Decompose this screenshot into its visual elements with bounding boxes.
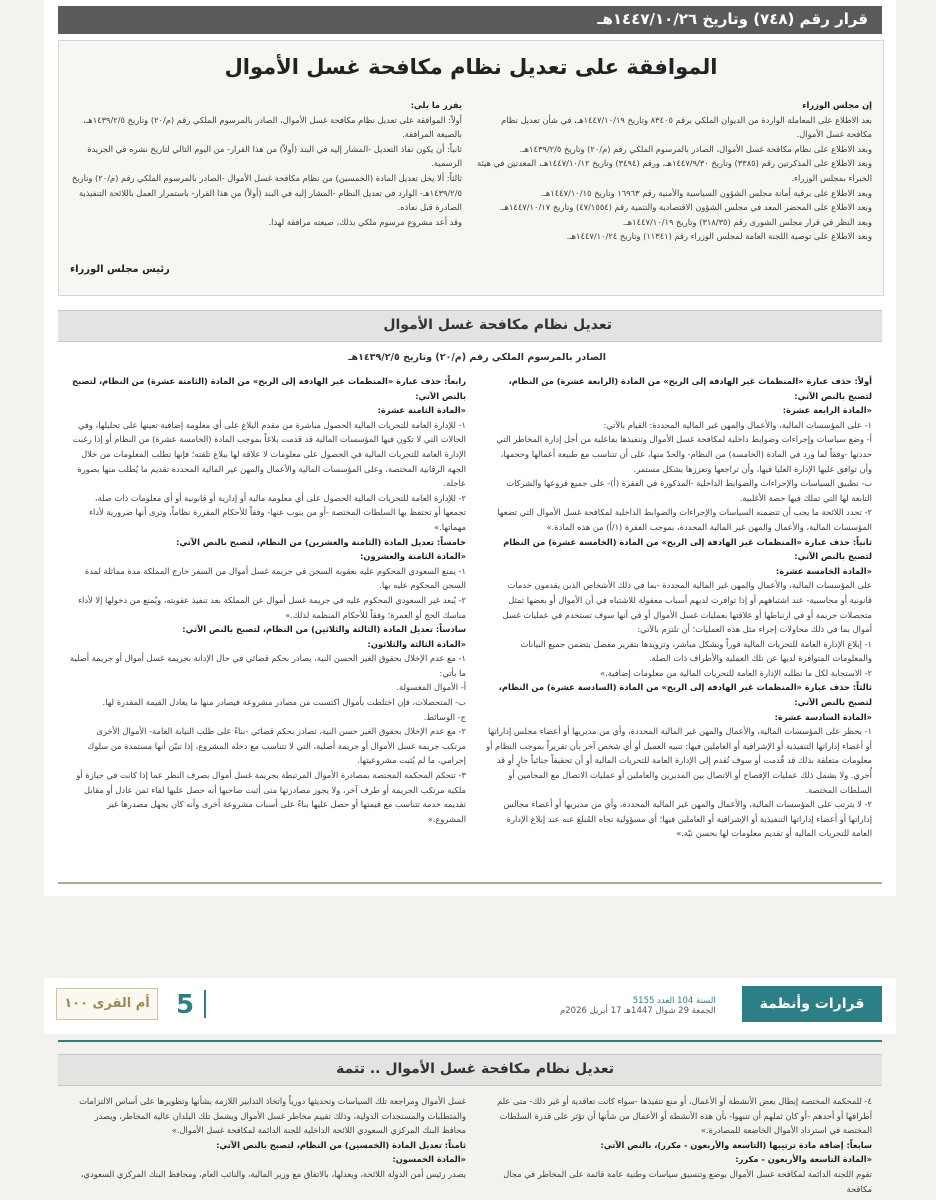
amendment-subtitle: الصادر بالمرسوم الملكي رقم (م/٢٠) وتاريخ ١٤٣٩/٢/٥هـ (348, 352, 606, 363)
amendment-item: «المادة السادسة عشرة: (774, 711, 872, 722)
amendment-right-column (486, 374, 872, 874)
amendment-item: ثالثاً: حذف عبارة «المنظمات غير الهادفة إلى الربح» من المادة (السادسة عشرة) من النظام، لتصبح بالنص الآتي: (498, 682, 872, 708)
amendment-item: ٣- تتحكم المحكمة المختصة بمصادرة الأموال المرتبطة بجريمة غسل أموال بصرف النظر عما إذا كانت في حيازة أو ملكية مرتكب الجريمة أو طرف آخر، ولا يجوز مصادرتها متى أثبت صاحبها أنه حصل عليها لقاء ثمن عادل أو مقابل تقديمه خدمة تتناسب مع قيمتها أو حصل عليها بناءً على أسباب مشروعة أخرى وأنه كان يجهل مصدرها غير المشروع.» (76, 770, 466, 824)
decision-title: الموافقة على تعديل نظام مكافحة غسل الأموال (224, 55, 718, 79)
issue-line-1: السنة 104 العدد 5155 (632, 996, 716, 1006)
continuation-item: «المادة التاسعة والأربعون - مكرر: (735, 1154, 872, 1165)
amendment-item: ب- المتحصلات، فإن اختلطت بأموال اكتسبت من مصادر مشروعة فيصادر منها ما يعادل القيمة المقدرة لها. (102, 697, 466, 708)
masthead-divider (204, 990, 206, 1018)
preamble-paragraph: وبعد النظر في قرار مجلس الشورى رقم (٣١٨/٣٥) وتاريخ ١٤٤٧/١٠/١٩هـ. (622, 216, 872, 227)
continuation-item: سابعاً: إضافة مادة ترتيبها (التاسعة والأربعون - مكرر)، بالنص الآتي: (600, 1139, 872, 1150)
amendment-item: «المادة الثالثة والثلاثون: (367, 638, 466, 649)
continuation-title: تعديل نظام مكافحة غسل الأموال .. تتمة (336, 1061, 614, 1077)
continuation-item: غسل الأموال ومراجعة تلك السياسات وتحديثها دورياً واتخاذ التدابير اللازمة بشأنها وتطويرها على أساس الالتزامات والمتطلبات والمستجدات الدولية، وذلك تقييم مخاطر غسل الأموال ويشمل تلك البلدان عالية المخاطر، ويصدر محافظ البنك المركزي السعودي اللائحة الداخلية للجنة الدائمة لمكافحة غسل الأموال.» (79, 1096, 466, 1136)
continuation-right-column (486, 1094, 872, 1198)
continuation-left-column (70, 1094, 466, 1198)
amendment-section-header (58, 310, 882, 342)
amendment-item: ١- مع عدم الإخلال بحقوق الغير الحسن النية، يصادر بحكم قضائي في حال الإدانة بجريمة غسل أموال أو جريمة أصلية ما يأتي: (70, 653, 466, 678)
amendment-item: ج- الوسائط. (423, 711, 466, 722)
continuation-item: ثامناً: تعديل المادة (الخمسين) من النظام، لتصبح بالنص الآتي: (216, 1139, 466, 1150)
resolution-paragraph: وقد أعد مشروع مرسوم ملكي بذلك، صيغته مرافقة لهذا. (268, 216, 462, 227)
amendment-item: ٢- يُبعد غير السعودي المحكوم عليه في جريمة غسل أموال عن المملكة بعد تنفيذ عقوبته، ويُمنع من دخولها إلا لأداء مناسك الحج أو العمرة؛ وفقاً للأحكام المنظمة لذلك.» (78, 594, 466, 620)
resolution-opening: يقرر ما يلي: (410, 100, 462, 110)
page-number: 5 (176, 990, 195, 1020)
preamble-paragraph: وبعد الاطلاع على المحضر المعد في مجلس الشؤون الاقتصادية والتنمية رقم (٤٧/١٥٥٤) وتاريخ ١٤٤٧/١٠/١٧هـ. (499, 202, 872, 213)
preamble-paragraph: وبعد الاطلاع على المذكرتين رقم (٣٣٨٥) وتاريخ ١٤٤٧/٩/٣٠هـ، ورقم (٣٤٩٤) وتاريخ ١٤٤٧/١٠/١٢هـ، المعدتين في هيئة الخبراء بمجلس الوزراء. (477, 158, 872, 183)
amendment-item: ١- يمنع السعودي المحكوم عليه بعقوبة السجن في جريمة غسل أموال من السفر خارج المملكة مدة مماثلة لمدة السجن المحكوم عليه بها. (84, 565, 466, 591)
amendment-item: خامساً: تعديل المادة (الثامنة والعشرين) من النظام، لتصبح بالنص الآتي: (176, 536, 466, 547)
amendment-item: «المادة الثامنة والعشرون: (360, 551, 466, 562)
amendment-title: تعديل نظام مكافحة غسل الأموال (383, 317, 612, 333)
amendment-item: ١- للإدارة العامة للتحريات المالية الحصول مباشرة من مقدم البلاغ على أي معلومة إضافية تعينها على تحليلها، وفي الحالات التي لا تكون فيها المؤسسات المالية قد قدمت بلاغاً بموجب المادة (الخامسة عشرة) من النظام أو إذا رغبت الإدارة العامة للتحريات المالية في الحصول على معلومات لا علاقة لها ببلاغ تلقته؛ فإنها تطلب المعلومات من خلال الجهة الرقابية المختصة، وعلى المؤسسات المالية والأعمال والمهن غير المالية المحددة تقديم ما يُطلب منها بصورة عاجلة. (72, 419, 466, 489)
amendment-item: ٢- تحدد اللائحة ما يجب أن تتضمنه السياسات والإجراءات والضوابط الداخلية لمكافحة غسل الأموال التي تضعها المؤسسات المالية، والأعمال والمهن غير المالية المحددة، بموجب الفقرة (١/أ) من هذه المادة.» (497, 507, 872, 532)
amendment-item: «المادة الثامنة عشرة: (377, 405, 466, 416)
section-tab: قرارات وأنظمة (742, 986, 882, 1022)
amendment-item: أولاً: حذف عبارة «المنظمات غير الهادفة إلى الربح» من المادة (الرابعة عشرة) من النظام، لتصبح بالنص الآتي: (508, 376, 872, 401)
amendment-item: «المادة الخامسة عشرة: (775, 565, 872, 576)
preamble-paragraph: بعد الاطلاع على المعاملة الواردة من الديوان الملكي برقم ٨٣٤٠٥ وتاريخ ١٤٤٧/١٠/١٩هـ، في شأن تعديل نظام مكافحة غسل الأموال. (501, 114, 872, 140)
amendment-item: ثانياً: حذف عبارة «المنظمات غير الهادفة إلى الربح» من المادة (الخامسة عشرة) من النظام لتصبح بالنص الآتي: (503, 536, 872, 562)
decision-number: قرار رقم (٧٤٨) وتاريخ ١٤٤٧/١٠/٢٦هـ (597, 10, 868, 28)
amendment-item: سادساً: تعديل المادة (الثالثة والثلاثين) من النظام، لتصبح بالنص الآتي: (182, 624, 466, 635)
continuation-item: ٤- للمحكمة المختصة إبطال بعض الأنشطة أو الأعمال، أو منع تنفيذها -سواء كانت تعاقدية أو غير ذلك- متى علم أطرافها أو أحدهم -أو كان ثملهم أن تنبهوا- بأن هذه الأنشطة أو الأعمال من شأنها أن تؤثر على قدرة السلطات المختصة في استرداد الأموال الخاضعة للمصادرة.» (497, 1096, 872, 1136)
issue-line-2: الجمعة 29 شوال 1447هـ 17 أبريل 2026م (560, 1006, 716, 1016)
amendment-item: رابعاً: حذف عبارة «المنظمات غير الهادفة إلى الربح» من المادة (الثامنة عشرة) من النظام، لتصبح بالنص الآتي: (72, 376, 466, 401)
amendment-item: على المؤسسات المالية، والأعمال والمهن غير المالية المحددة -بما في ذلك الأشخاص الذين يقدمون خدمات قانونية أو محاسبية- عند اشتباههم أو إذا توافرت لديهم أسباب معقولة للاشتباه في أن الأموال أو بعضها تمثل متحصلات جريمة أو في ارتباطها أو علاقتها بعمليات غسل الأموال أو في أنها سوف تستخدم في عمليات غسل أموال بما في ذلك محاولات إجراء مثل هذه العمليات؛ أن تلتزم بالآتي: (502, 580, 872, 635)
preamble-paragraph: وبعد الاطلاع على برقية أمانة مجلس الشؤون السياسية والأمنية رقم ١٦٩٦٣ وتاريخ ١٤٤٧/١٠/١٥هـ. (540, 187, 872, 198)
amendment-item: ١- على المؤسسات المالية، والأعمال والمهن غير المالية المحددة: القيام بالآتي: (603, 419, 872, 430)
issue-info (560, 996, 716, 1016)
continuation-item: «المادة الخمسون: (392, 1154, 466, 1165)
resolution-column (70, 98, 462, 258)
signature: رئيس مجلس الوزراء (70, 264, 170, 275)
amendment-item: ٢- لا يترتب على المؤسسات المالية، والأعمال والمهن غير المالية المحددة، وأي من مديريها أو أعضاء مجالس إداراتها أو أعضاء إداراتها التنفيذية أو الإشرافية أو العاملين فيها؛ أي مسؤولية تجاه المُبلغ عنه عند إبلاغ الإدارة العامة للتحريات المالية أو تقديم معلومات لها بحسن نيّة.» (503, 799, 872, 839)
preamble-paragraph: وبعد الاطلاع على نظام مكافحة غسل الأموال، الصادر بالمرسوم الملكي رقم (م/٢٠) وتاريخ ١٤٣٩/٢/٥هـ. (519, 143, 872, 154)
bottom-rule (58, 882, 882, 884)
resolution-paragraph: أولاً: الموافقة على تعديل نظام مكافحة غسل الأموال، الصادر بالمرسوم الملكي رقم (م/٢٠) وتاريخ ١٤٣٩/٢/٥هـ، بالصيغة المرافقة. (83, 114, 462, 140)
amendment-item: ٢- الاستجابة لكل ما تطلبه الإدارة العامة للتحريات المالية من معلومات إضافية.» (600, 667, 872, 678)
amendment-item: ١- يحظر على المؤسسات المالية، والأعمال والمهن غير المالية المحددة، وأي من مديريها أو أعضاء مجلس إداراتها أو أعضاء إداراتها التنفيذية أو الإشرافية أو العاملين فيها: تنبيه العميل أو أي شخص آخر بأن تقريراً بموجب النظام أو معلومات متعلقة بذلك قد قُدمت أو سوف تُقدم إلى الإدارة العامة للتحريات المالية أو أن تحقيقاً جنائياً جارٍ أو قد أُجري. ولا يشمل ذلك عمليات الإفصاح أو الاتصال بين المديرين والعاملين أو عمليات الاتصال مع المحامين أو السلطات المختصة. (486, 726, 872, 795)
preamble-opening: إن مجلس الوزراء (802, 100, 872, 110)
resolution-paragraph: ثالثاً: ألا يخل تعديل المادة (الخمسين) من نظام مكافحة غسل الأموال -الصادر بالمرسوم الملكي رقم (م/٢٠) وتاريخ ١٤٣٩/٢/٥هـ- الوارد في تعديل النظام -المشار إليه في البند (أولاً) من هذا القرار- باستمرار العمل باللائحة التنفيذية الصادرة قبل نفاذه. (71, 172, 462, 213)
amendment-item: ٢- مع عدم الإخلال بحقوق الغير حسن النية، تصادر بحكم قضائي -بناءً على طلب النيابة العامة- الأموال الأخرى مرتكب جريمة غسل الأموال أو جريمة أصلية، التي لا تتناسب مع دخله المشروع، إذا تبيّن أنها مستمدة من سلوك إجرامي، ما لم يُثبت مشروعيتها. (87, 726, 466, 766)
continuation-header (58, 1054, 882, 1086)
continuation-item: تقوم اللجنة الدائمة لمكافحة غسل الأموال بوضع وتنسيق سياسات وطنية عامة قائمة على المخاطر في مجال مكافحة (503, 1168, 872, 1194)
decision-number-band (58, 6, 882, 34)
amendment-item: «المادة الرابعة عشرة: (782, 405, 872, 416)
amendment-left-column (70, 374, 466, 874)
amendment-item: ب- تطبيق السياسات والإجراءات والضوابط الداخلية -المذكورة في الفقرة (أ)- على جميع فروعها والشركات التابعة لها التي تملك فيها حصة الأغلبية. (506, 478, 872, 503)
preamble-paragraph: وبعد الاطلاع على توصية اللجنة العامة لمجلس الوزراء رقم (١١٣٤١) وتاريخ ١٤٤٧/١٠/٢٤هـ. (566, 231, 872, 242)
resolution-paragraph: ثانياً: أن يكون نفاذ التعديل -المشار إليه في البند (أولاً) من هذا القرار- من اليوم التالي لتاريخ نشره في الجريدة الرسمية. (87, 143, 462, 169)
preamble-column (474, 98, 872, 288)
continuation-item: يصدر رئيس أمن الدولة اللائحة، ويعدلها، بالاتفاق مع وزير المالية، والنائب العام، ومحافظ البنك المركزي السعودي، (80, 1168, 466, 1179)
masthead-rule (58, 1040, 882, 1042)
amendment-item: ٢- للإدارة العامة للتحريات المالية الحصول على أي معلومة مالية أو إدارية أو قانونية أو أي معلومات ذات صلة، تجمعها أو تحتفظ بها السلطات المختصة -أو من ينوب عنها- وفقاً للأحكام المقررة نظاماً، وترى أنها ضرورية لأداء مهماتها.» (89, 492, 466, 532)
amendment-item: ١- إبلاغ الإدارة العامة للتحريات المالية فوراً وبشكل مباشر، وتزويدها بتقرير مفصل يتضمن جميع البيانات والمعلومات المتوافرة لديها عن تلك العملية والأطراف ذات الصلة. (520, 638, 872, 664)
amendment-item: أ- وضع سياسات وإجراءات وضوابط داخلية لمكافحة غسل الأموال وتنفيذها بفاعلية من أجل إدارة المخاطر التي حددتها -وفقاً لما ورد في المادة (الخامسة) من النظام- والحدّ منها، على أن تتناسب مع طبيعة أعمالها وحجمها، وأن توافق عليها الإدارة العليا فيها، وأن تراجعها وتعززها بشكل مستمر. (496, 434, 872, 474)
amendment-item: أ- الأموال المغسولة. (396, 682, 466, 693)
umm-al-qura-logo: أم القرى ١٠٠ (56, 988, 158, 1020)
